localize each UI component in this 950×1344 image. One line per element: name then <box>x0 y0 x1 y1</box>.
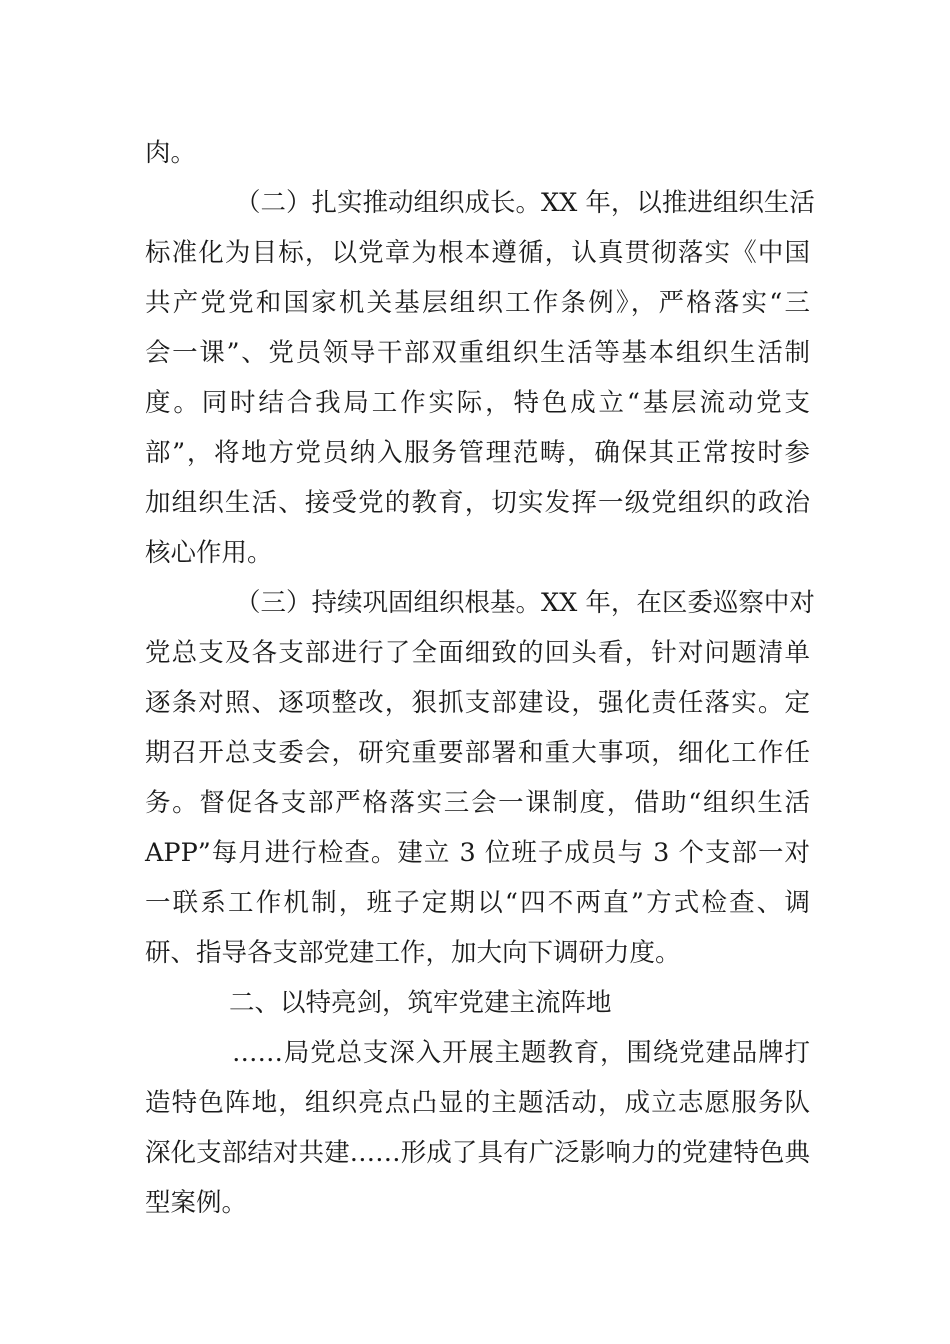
paragraph-first-line: ……局党总支深入开展主题教育，围绕党建品牌打 <box>232 1038 810 1068</box>
text-line: 期召开总支委会，研究重要部署和重大事项，细化工作任 <box>145 738 810 768</box>
text-line: 加组织生活、接受党的教育，切实发挥一级党组织的政治 <box>145 488 810 518</box>
text-line: 核心作用。 <box>145 538 273 568</box>
paragraph-heading-line: （三）持续巩固组织根基。XX 年，在区委巡察中对 <box>235 588 815 618</box>
text-line: 标准化为目标，以党章为根本遵循，认真贯彻落实《中国 <box>145 238 810 268</box>
text-line: 造特色阵地，组织亮点凸显的主题活动，成立志愿服务队 <box>145 1088 810 1118</box>
text-line: 型案例。 <box>145 1188 248 1218</box>
text-line: 会一课”、党员领导干部双重组织生活等基本组织生活制 <box>145 338 810 368</box>
text-line: 肉。 <box>145 138 197 168</box>
text-line: 研、指导各支部党建工作，加大向下调研力度。 <box>145 938 681 968</box>
text-line: 度。同时结合我局工作实际，特色成立“基层流动党支 <box>145 388 810 418</box>
text-line: 务。督促各支部严格落实三会一课制度，借助“组织生活 <box>145 788 810 818</box>
text-line: 一联系工作机制，班子定期以“四不两直”方式检查、调 <box>145 888 810 918</box>
section-heading: 二、以特亮剑，筑牢党建主流阵地 <box>229 988 612 1018</box>
text-line: 共产党党和国家机关基层组织工作条例》，严格落实“三 <box>145 288 810 318</box>
text-line: 逐条对照、逐项整改，狠抓支部建设，强化责任落实。定 <box>145 688 810 718</box>
text-line: APP”每月进行检查。建立 3 位班子成员与 3 个支部一对 <box>145 838 810 868</box>
paragraph-heading-line: （二）扎实推动组织成长。XX 年，以推进组织生活 <box>235 188 815 218</box>
text-line: 党总支及各支部进行了全面细致的回头看，针对问题清单 <box>145 638 810 668</box>
text-line: 部”，将地方党员纳入服务管理范畴，确保其正常按时参 <box>145 438 810 468</box>
text-line: 深化支部结对共建……形成了具有广泛影响力的党建特色典 <box>145 1138 810 1168</box>
